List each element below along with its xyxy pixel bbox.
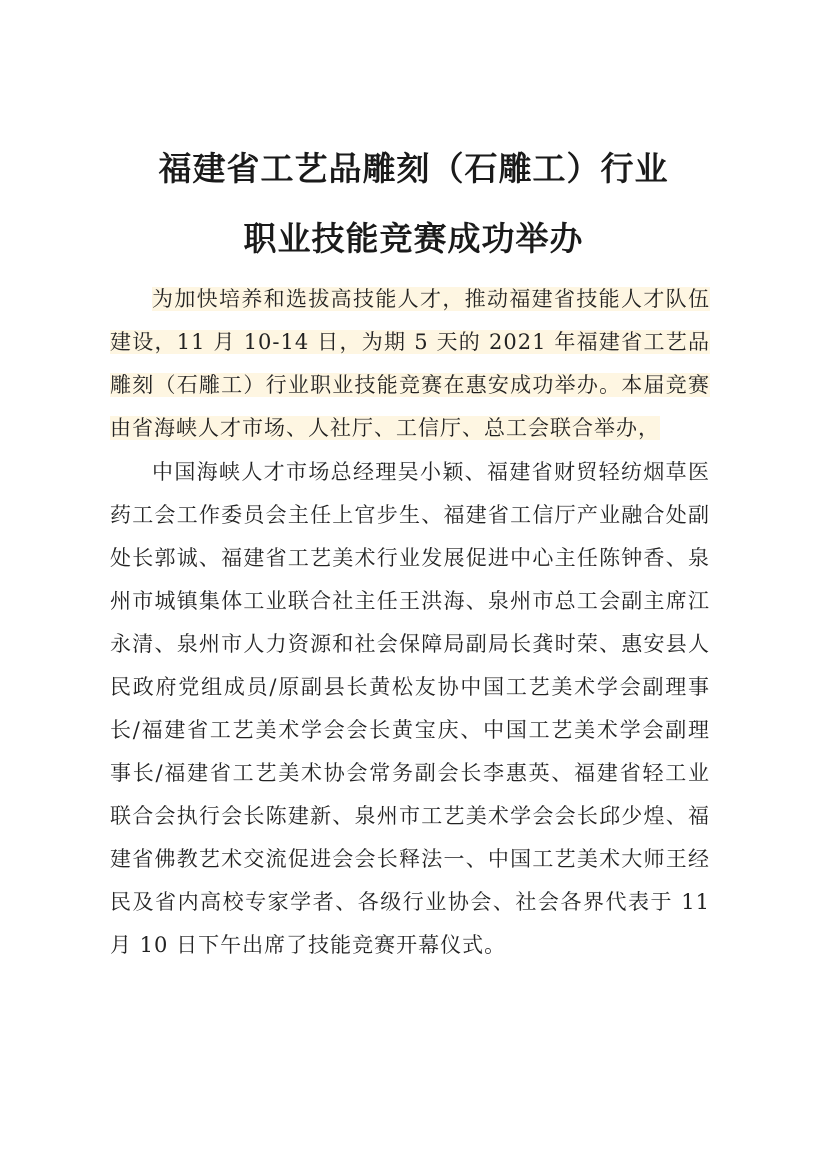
document-title-line-1: 福建省工艺品雕刻（石雕工）行业 [158,149,669,188]
paragraph-2-text: 中国海峡人才市场总经理吴小颖、福建省财贸轻纺烟草医药工会工作委员会主任上官步生、福建省工信厅产业融合处副处长郭诚、福建省工艺美术行业发展促进中心主任陈钟香、泉州市城镇集体工业联合社主任王洪海、泉州市总工会副主席江永清、泉州市人力资源和社会保障局副局长龚时荣、惠安县人民政府党组成员/原副县长黄松友协中国工艺美术学会副理事长/福建省工艺美术学会会长黄宝庆、中国工艺美术学会副理事长/福建省工艺美术协会常务副会长李惠英、福建省轻工业联合会执行会长陈建新、泉州市工艺美术学会会长邱少煌、福建省佛教艺术交流促进会会长释法一、中国工艺美术大师王经民及省内高校专家学者、各级行业协会、社会各界代表于 11 月 10 日下午出席了技能竞赛开幕仪式。 [110,460,710,957]
body-paragraph-1 [110,278,710,450]
document-title-line-2: 职业技能竞赛成功举办 [243,219,584,258]
paragraph-1-text: 为加快培养和选拔高技能人才，推动福建省技能人才队伍建设，11 月 10-14 日，为期 5 天的 2021 年福建省工艺品雕刻（石雕工）行业职业技能竞赛在惠安成功举办。本届竞赛由省海峡人才市场、人社厅、工信厅、总工会联合举办， [110,287,710,440]
body-paragraph-2 [110,451,710,967]
